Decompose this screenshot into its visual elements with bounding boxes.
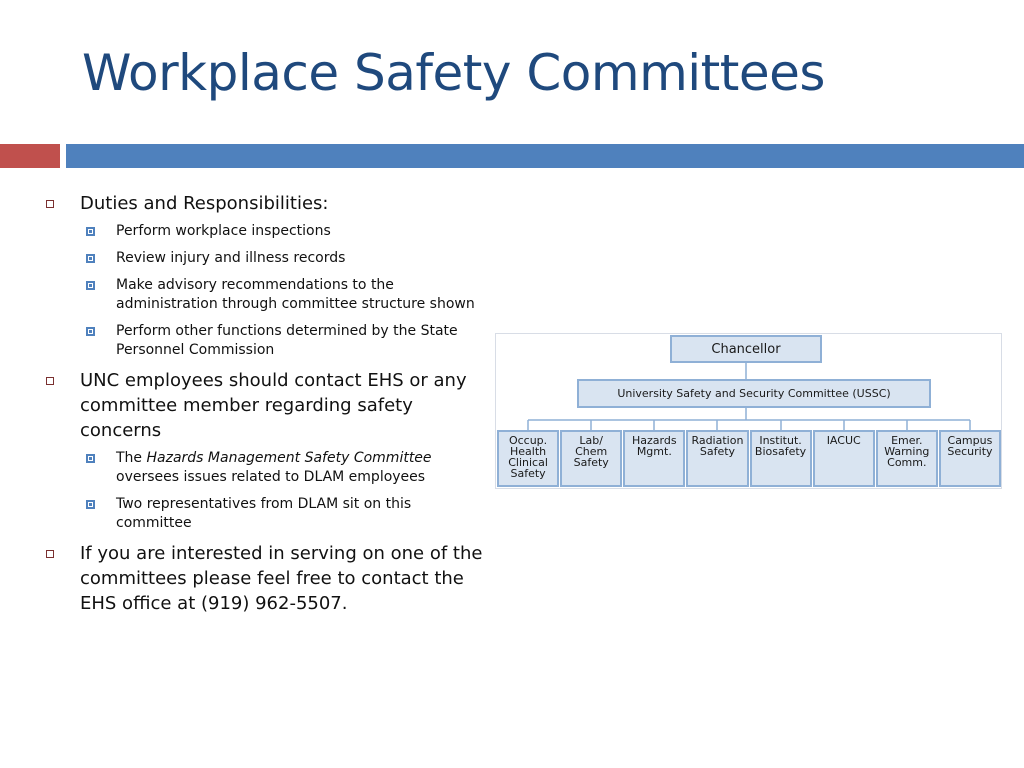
org-node-committee: Radiation Safety — [686, 430, 748, 487]
sub-bullet-text: Perform other functions determined by the State Personnel Commission — [116, 323, 458, 358]
org-node-committee: Occup. Health Clinical Safety — [497, 430, 559, 487]
sub-bullet-text: Review injury and illness records — [116, 250, 346, 266]
org-node-committee: Campus Security — [939, 430, 1001, 487]
org-node-committee: Lab/ Chem Safety — [560, 430, 622, 487]
sub-bullet — [44, 222, 484, 241]
org-node-committee: IACUC — [813, 430, 875, 487]
bullet-list — [44, 191, 484, 619]
bullet-duties — [44, 191, 484, 216]
square-bullet-icon — [86, 227, 95, 236]
org-node-chancellor: Chancellor — [670, 335, 822, 363]
bullet-text: If you are interested in serving on one of the committees please feel free to contact the EHS office at (919) 962-5507. — [80, 543, 483, 614]
square-bullet-icon — [86, 500, 95, 509]
bullet-interest — [44, 541, 484, 616]
bullet-text: Duties and Responsibilities: — [80, 193, 329, 214]
sub-bullet-suffix: oversees issues related to DLAM employees — [116, 469, 426, 485]
sub-bullet — [44, 495, 484, 533]
sub-bullet — [44, 276, 484, 314]
org-node-committee: Emer. Warning Comm. — [876, 430, 938, 487]
sub-bullet — [44, 449, 484, 487]
square-bullet-icon — [86, 327, 95, 336]
sub-bullet — [44, 249, 484, 268]
committee-row — [497, 430, 1001, 487]
square-bullet-icon — [86, 281, 95, 290]
square-bullet-icon — [46, 377, 54, 385]
bullet-text: UNC employees should contact EHS or any committee member regarding safety concerns — [80, 370, 467, 441]
org-chart — [495, 333, 1002, 489]
accent-bar-red — [0, 144, 60, 168]
slide-title: Workplace Safety Committees — [82, 44, 825, 102]
accent-bar-blue — [66, 144, 1024, 168]
square-bullet-icon — [86, 454, 95, 463]
sub-bullet-text: Perform workplace inspections — [116, 223, 331, 239]
sub-bullet — [44, 322, 484, 360]
square-bullet-icon — [46, 200, 54, 208]
org-node-committee: Institut. Biosafety — [750, 430, 812, 487]
org-node-ussc: University Safety and Security Committee (USSC) — [577, 379, 931, 408]
bullet-contact — [44, 368, 484, 443]
sub-bullet-text: Two representatives from DLAM sit on this committee — [116, 496, 412, 531]
org-node-committee: Hazards Mgmt. — [623, 430, 685, 487]
square-bullet-icon — [86, 254, 95, 263]
square-bullet-icon — [46, 550, 54, 558]
sub-bullet-prefix: The — [116, 450, 147, 466]
committee-name: Hazards Management Safety Committee — [146, 450, 432, 466]
sub-bullet-text: Make advisory recommendations to the administration through committee structure shown — [116, 277, 475, 312]
